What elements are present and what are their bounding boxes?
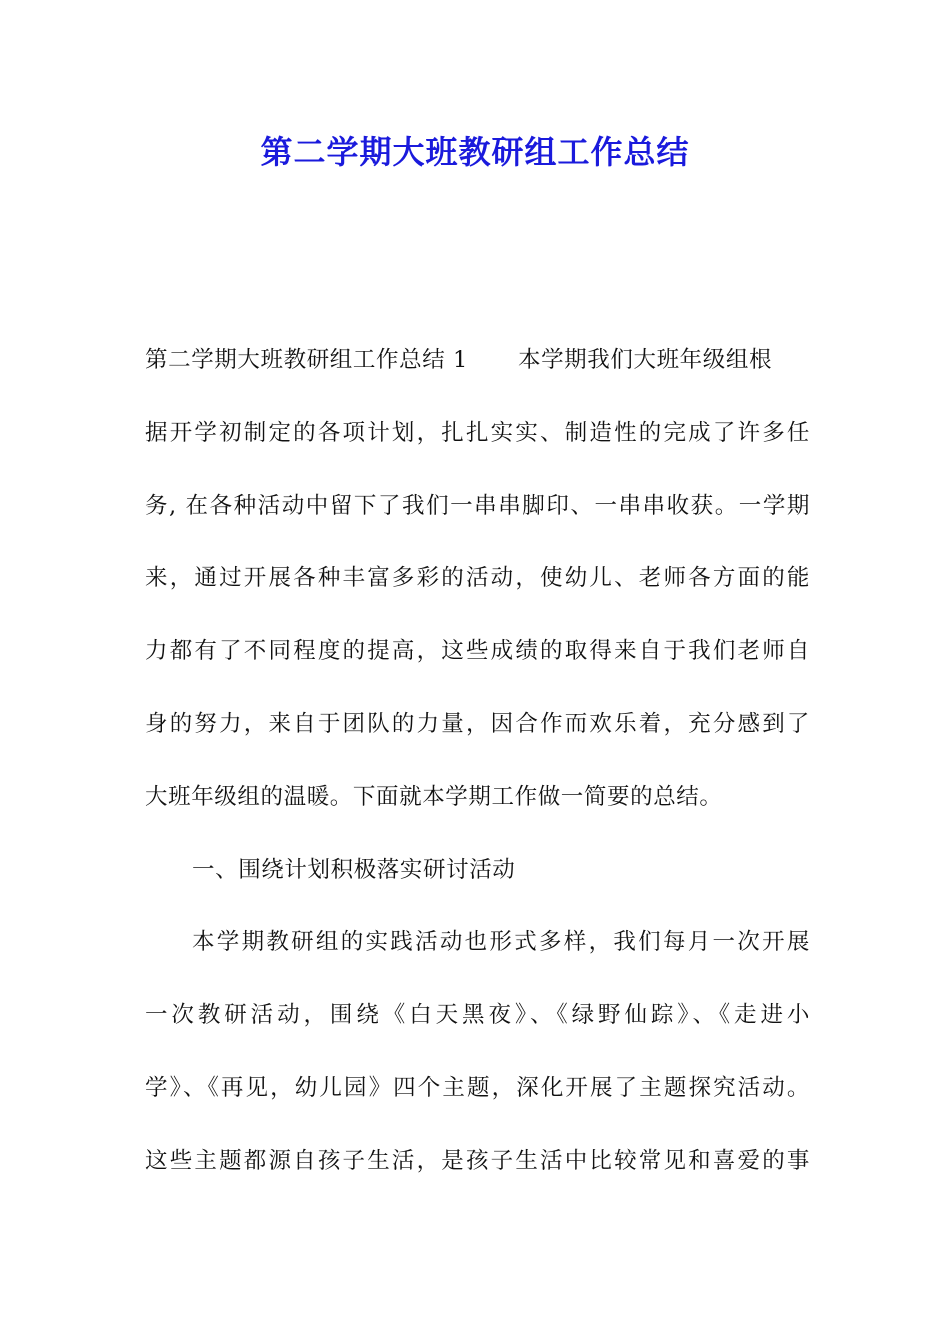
text-line-7: 大班年级组的温暖。下面就本学期工作做一简要的总结。 xyxy=(145,783,723,810)
text-line-5: 力都有了不同程度的提高，这些成绩的取得来自于我们老师自 xyxy=(145,638,810,665)
text-line-6: 身的努力，来自于团队的力量，因合作而欢乐着，充分感到了 xyxy=(145,710,810,737)
section-heading-2: 一、围绕计划积极落实研讨活动 xyxy=(192,856,516,883)
text-line-12: 这些主题都源自孩子生活，是孩子生活中比较常见和喜爱的事 xyxy=(145,1147,810,1174)
text-line-10: 一次教研活动，围绕《白天黑夜》、《绿野仙踪》、《走进小 xyxy=(145,1002,810,1029)
text-line-9: 本学期教研组的实践活动也形式多样，我们每月一次开展 xyxy=(192,929,810,956)
text-line-1-continuation: 本学期我们大班年级组根 xyxy=(517,347,773,373)
text-line-3: 务, 在各种活动中留下了我们一串串脚印、一串串收获。一学期 xyxy=(145,492,810,519)
document-body xyxy=(145,340,810,1214)
text-line-2: 据开学初制定的各项计划，扎扎实实、制造性的完成了许多任 xyxy=(145,419,810,446)
text-line-1 xyxy=(145,340,810,413)
text-line-11: 学》、《再见，幼儿园》四个主题，深化开展了主题探究活动。 xyxy=(145,1074,810,1101)
document-title: 第二学期大班教研组工作总结 xyxy=(260,133,690,171)
section-heading-1: 第二学期大班教研组工作总结 1 xyxy=(145,347,468,373)
text-line-4: 来，通过开展各种丰富多彩的活动，使幼儿、老师各方面的能 xyxy=(145,565,810,592)
